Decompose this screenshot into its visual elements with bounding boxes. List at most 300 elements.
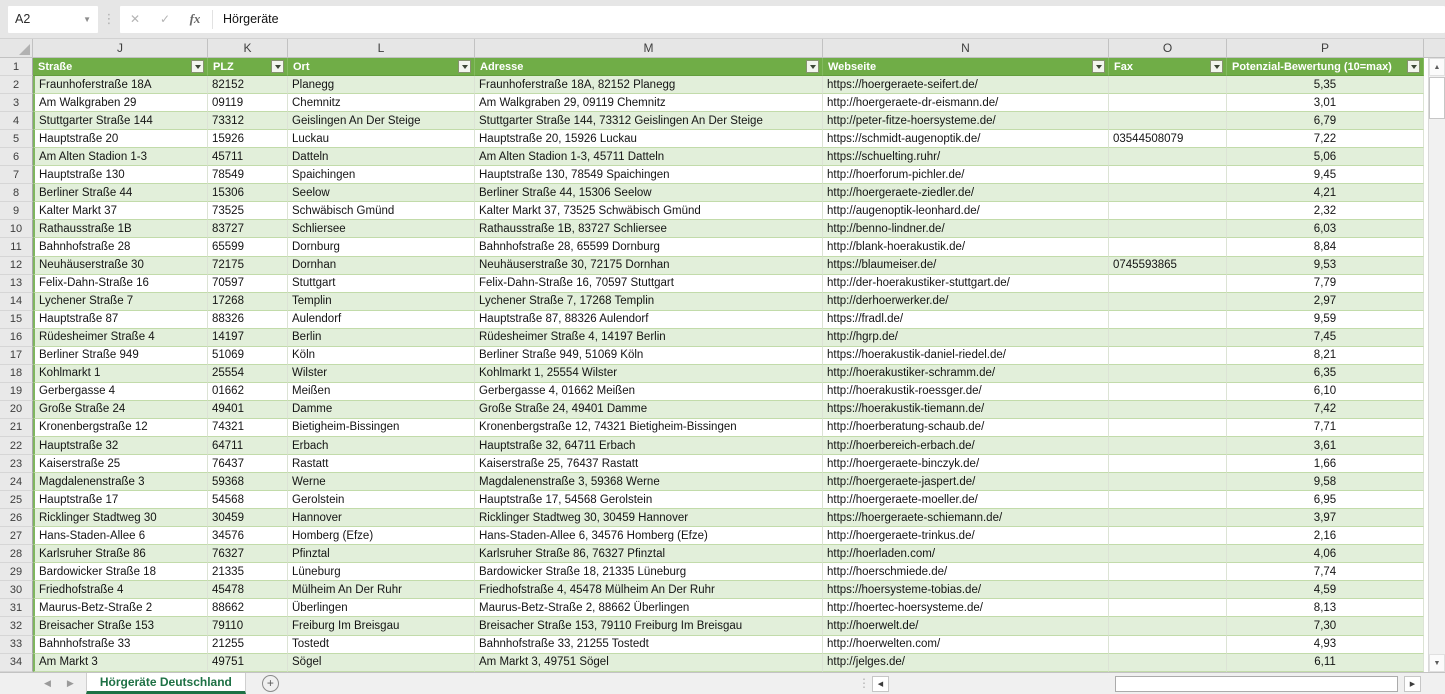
row-header-25[interactable]: 25	[0, 491, 33, 509]
accept-icon[interactable]: ✓	[159, 12, 171, 26]
cell[interactable]: 7,30	[1227, 617, 1424, 635]
row-header-26[interactable]: 26	[0, 509, 33, 527]
cell[interactable]: 45711	[208, 148, 288, 166]
cell[interactable]	[1109, 112, 1227, 130]
cell[interactable]: Rastatt	[288, 455, 475, 473]
cell[interactable]: Magdalenenstraße 3, 59368 Werne	[475, 473, 823, 491]
cell[interactable]	[1109, 636, 1227, 654]
cell[interactable]: 73525	[208, 202, 288, 220]
cell[interactable]: Bardowicker Straße 18	[33, 563, 208, 581]
cell[interactable]: Freiburg Im Breisgau	[288, 617, 475, 635]
cell[interactable]: 15306	[208, 184, 288, 202]
cell[interactable]: Bahnhofstraße 28, 65599 Dornburg	[475, 238, 823, 256]
row-header-11[interactable]: 11	[0, 238, 33, 256]
scroll-left-icon[interactable]: ◀	[872, 676, 889, 692]
cell[interactable]: http://hoerwelt.de/	[823, 617, 1109, 635]
cell[interactable]: 4,93	[1227, 636, 1424, 654]
cell[interactable]: Hauptstraße 17, 54568 Gerolstein	[475, 491, 823, 509]
cell[interactable]: https://blaumeiser.de/	[823, 257, 1109, 275]
cell[interactable]: 65599	[208, 238, 288, 256]
cell[interactable]: Am Alten Stadion 1-3, 45711 Datteln	[475, 148, 823, 166]
cell[interactable]: Berliner Straße 949	[33, 347, 208, 365]
cell[interactable]: https://hoersysteme-tobias.de/	[823, 581, 1109, 599]
cell[interactable]: 34576	[208, 527, 288, 545]
cell[interactable]	[1109, 581, 1227, 599]
cell[interactable]: https://hoergeraete-seifert.de/	[823, 76, 1109, 94]
row-header-32[interactable]: 32	[0, 617, 33, 635]
cell[interactable]	[1109, 365, 1227, 383]
cell[interactable]: 6,79	[1227, 112, 1424, 130]
cell[interactable]	[1109, 599, 1227, 617]
cell[interactable]: Gerbergasse 4	[33, 383, 208, 401]
row-header-28[interactable]: 28	[0, 545, 33, 563]
cell[interactable]: https://hoerakustik-daniel-riedel.de/	[823, 347, 1109, 365]
cell[interactable]: 6,10	[1227, 383, 1424, 401]
cell[interactable]: Am Alten Stadion 1-3	[33, 148, 208, 166]
cell[interactable]: 15926	[208, 130, 288, 148]
cell[interactable]: Bahnhofstraße 33, 21255 Tostedt	[475, 636, 823, 654]
row-header-29[interactable]: 29	[0, 563, 33, 581]
cell[interactable]: Neuhäuserstraße 30, 72175 Dornhan	[475, 257, 823, 275]
cell[interactable]	[1109, 473, 1227, 491]
vertical-scrollbar[interactable]	[1428, 58, 1445, 672]
cell[interactable]: Datteln	[288, 148, 475, 166]
cell[interactable]: http://hoerwelten.com/	[823, 636, 1109, 654]
cell[interactable]: Friedhofstraße 4, 45478 Mülheim An Der Ruhr	[475, 581, 823, 599]
cell[interactable]: 17268	[208, 293, 288, 311]
cell[interactable]: 25554	[208, 365, 288, 383]
cell[interactable]: 9,59	[1227, 311, 1424, 329]
cell[interactable]	[1109, 455, 1227, 473]
cell[interactable]: Hauptstraße 20, 15926 Luckau	[475, 130, 823, 148]
cell[interactable]	[1109, 238, 1227, 256]
cell[interactable]	[1109, 437, 1227, 455]
cell[interactable]: Spaichingen	[288, 166, 475, 184]
cell[interactable]: Gerbergasse 4, 01662 Meißen	[475, 383, 823, 401]
cell[interactable]	[1109, 275, 1227, 293]
cell[interactable]: Karlsruher Straße 86, 76327 Pfinztal	[475, 545, 823, 563]
cell[interactable]: 88662	[208, 599, 288, 617]
cell[interactable]: 30459	[208, 509, 288, 527]
cell[interactable]: 6,95	[1227, 491, 1424, 509]
cell[interactable]: Schwäbisch Gmünd	[288, 202, 475, 220]
row-header-23[interactable]: 23	[0, 455, 33, 473]
cell[interactable]: Kaiserstraße 25, 76437 Rastatt	[475, 455, 823, 473]
cell[interactable]	[1109, 401, 1227, 419]
cell[interactable]: Ricklinger Stadtweg 30, 30459 Hannover	[475, 509, 823, 527]
cell[interactable]: 7,42	[1227, 401, 1424, 419]
cell[interactable]: https://fradl.de/	[823, 311, 1109, 329]
cell[interactable]: Berliner Straße 44	[33, 184, 208, 202]
filter-dropdown-icon[interactable]	[458, 60, 471, 73]
cell[interactable]: Stuttgart	[288, 275, 475, 293]
column-header-P[interactable]: P	[1227, 39, 1424, 58]
column-header-L[interactable]: L	[288, 39, 475, 58]
cell[interactable]: Überlingen	[288, 599, 475, 617]
cell[interactable]: 9,53	[1227, 257, 1424, 275]
cell[interactable]	[1109, 293, 1227, 311]
cell[interactable]	[1109, 617, 1227, 635]
row-header-13[interactable]: 13	[0, 275, 33, 293]
cell[interactable]: Stuttgarter Straße 144	[33, 112, 208, 130]
cell[interactable]: 83727	[208, 220, 288, 238]
cell[interactable]: Wilster	[288, 365, 475, 383]
cell[interactable]: 49751	[208, 654, 288, 672]
row-header-21[interactable]: 21	[0, 419, 33, 437]
cell[interactable]	[1109, 491, 1227, 509]
cell[interactable]	[1109, 166, 1227, 184]
name-box-dropdown-icon[interactable]: ▼	[83, 14, 91, 24]
cell[interactable]	[1109, 329, 1227, 347]
horizontal-scrollbar[interactable]	[872, 676, 1421, 692]
row-header-5[interactable]: 5	[0, 130, 33, 148]
cell[interactable]: Aulendorf	[288, 311, 475, 329]
cell[interactable]: Breisacher Straße 153	[33, 617, 208, 635]
cell[interactable]: 79110	[208, 617, 288, 635]
cell[interactable]: 73312	[208, 112, 288, 130]
cell[interactable]: Berlin	[288, 329, 475, 347]
row-header-6[interactable]: 6	[0, 148, 33, 166]
cell[interactable]: Sögel	[288, 654, 475, 672]
row-header-24[interactable]: 24	[0, 473, 33, 491]
cell[interactable]: Dornburg	[288, 238, 475, 256]
scroll-right-icon[interactable]: ▶	[1404, 676, 1421, 692]
cell[interactable]: Schliersee	[288, 220, 475, 238]
row-header-1[interactable]: 1	[0, 58, 33, 76]
cell[interactable]	[1109, 563, 1227, 581]
cell[interactable]	[1109, 419, 1227, 437]
cell[interactable]: http://hoerberatung-schaub.de/	[823, 419, 1109, 437]
horizontal-scroll-track[interactable]	[889, 676, 1115, 692]
cell[interactable]: http://jelges.de/	[823, 654, 1109, 672]
row-header-18[interactable]: 18	[0, 365, 33, 383]
cell[interactable]: http://peter-fitze-hoersysteme.de/	[823, 112, 1109, 130]
tab-nav-right-icon[interactable]: ▶	[66, 678, 74, 688]
cell[interactable]: Hannover	[288, 509, 475, 527]
scroll-up-icon[interactable]: ▲	[1429, 58, 1445, 76]
cell[interactable]: 8,21	[1227, 347, 1424, 365]
cell[interactable]: Maurus-Betz-Straße 2	[33, 599, 208, 617]
cell[interactable]: Hans-Staden-Allee 6, 34576 Homberg (Efze)	[475, 527, 823, 545]
cell[interactable]: Erbach	[288, 437, 475, 455]
cell[interactable]: 1,66	[1227, 455, 1424, 473]
cell[interactable]: http://hoergeraete-trinkus.de/	[823, 527, 1109, 545]
filter-dropdown-icon[interactable]	[806, 60, 819, 73]
column-header-J[interactable]: J	[33, 39, 208, 58]
row-header-14[interactable]: 14	[0, 293, 33, 311]
cell[interactable]: 76327	[208, 545, 288, 563]
vertical-scroll-thumb[interactable]	[1429, 77, 1445, 119]
cell[interactable]: Kronenbergstraße 12	[33, 419, 208, 437]
cell[interactable]: Friedhofstraße 4	[33, 581, 208, 599]
cell[interactable]: Kaiserstraße 25	[33, 455, 208, 473]
cell[interactable]: 4,06	[1227, 545, 1424, 563]
cell[interactable]: Tostedt	[288, 636, 475, 654]
row-header-31[interactable]: 31	[0, 599, 33, 617]
cell[interactable]: http://hoergeraete-binczyk.de/	[823, 455, 1109, 473]
table-column-header[interactable]	[475, 58, 823, 76]
cell[interactable]: Werne	[288, 473, 475, 491]
cell[interactable]: 4,59	[1227, 581, 1424, 599]
horizontal-scroll-thumb[interactable]	[1115, 676, 1398, 692]
cell[interactable]: 74321	[208, 419, 288, 437]
formula-input[interactable]: Hörgeräte	[223, 12, 279, 26]
cell[interactable]: http://hoergeraete-jaspert.de/	[823, 473, 1109, 491]
cell[interactable]: http://hoerforum-pichler.de/	[823, 166, 1109, 184]
cell[interactable]: Lychener Straße 7	[33, 293, 208, 311]
cell[interactable]: 5,35	[1227, 76, 1424, 94]
cell[interactable]: 7,79	[1227, 275, 1424, 293]
cell[interactable]: Am Walkgraben 29	[33, 94, 208, 112]
cell[interactable]: Lychener Straße 7, 17268 Templin	[475, 293, 823, 311]
cell[interactable]: 21335	[208, 563, 288, 581]
cell[interactable]: https://hoerakustik-tiemann.de/	[823, 401, 1109, 419]
cell[interactable]: http://hoerladen.com/	[823, 545, 1109, 563]
scroll-down-icon[interactable]: ▼	[1429, 654, 1445, 672]
cell[interactable]: 21255	[208, 636, 288, 654]
row-header-3[interactable]: 3	[0, 94, 33, 112]
cell[interactable]	[1109, 184, 1227, 202]
cell[interactable]	[1109, 311, 1227, 329]
cell[interactable]: Hauptstraße 87, 88326 Aulendorf	[475, 311, 823, 329]
cell[interactable]: 7,74	[1227, 563, 1424, 581]
cell[interactable]	[1109, 527, 1227, 545]
cell[interactable]: 64711	[208, 437, 288, 455]
cell[interactable]: http://der-hoerakustiker-stuttgart.de/	[823, 275, 1109, 293]
cell[interactable]: http://hoerbereich-erbach.de/	[823, 437, 1109, 455]
cell[interactable]: Fraunhoferstraße 18A	[33, 76, 208, 94]
row-header-15[interactable]: 15	[0, 311, 33, 329]
table-column-header[interactable]	[1109, 58, 1227, 76]
cell[interactable]: Hauptstraße 32	[33, 437, 208, 455]
cell[interactable]: 78549	[208, 166, 288, 184]
row-header-27[interactable]: 27	[0, 527, 33, 545]
row-header-9[interactable]: 9	[0, 202, 33, 220]
cell[interactable]: Große Straße 24	[33, 401, 208, 419]
column-header-M[interactable]: M	[475, 39, 823, 58]
cell[interactable]: 5,06	[1227, 148, 1424, 166]
cell[interactable]: http://hoergeraete-ziedler.de/	[823, 184, 1109, 202]
row-header-17[interactable]: 17	[0, 347, 33, 365]
row-header-16[interactable]: 16	[0, 329, 33, 347]
cell[interactable]: http://hoerakustiker-schramm.de/	[823, 365, 1109, 383]
cell[interactable]: Felix-Dahn-Straße 16, 70597 Stuttgart	[475, 275, 823, 293]
column-header-O[interactable]: O	[1109, 39, 1227, 58]
cell[interactable]: Geislingen An Der Steige	[288, 112, 475, 130]
cell[interactable]	[1109, 220, 1227, 238]
cell[interactable]: 6,35	[1227, 365, 1424, 383]
cell[interactable]: Am Markt 3, 49751 Sögel	[475, 654, 823, 672]
tab-nav-left-icon[interactable]: ◀	[44, 678, 51, 688]
cell[interactable]: Bahnhofstraße 33	[33, 636, 208, 654]
cell[interactable]	[1109, 94, 1227, 112]
cell[interactable]: Mülheim An Der Ruhr	[288, 581, 475, 599]
cell[interactable]: Hauptstraße 32, 64711 Erbach	[475, 437, 823, 455]
cell[interactable]: http://hoergeraete-moeller.de/	[823, 491, 1109, 509]
row-header-33[interactable]: 33	[0, 636, 33, 654]
filter-dropdown-icon[interactable]	[1407, 60, 1420, 73]
cell[interactable]: Luckau	[288, 130, 475, 148]
cell[interactable]: Berliner Straße 44, 15306 Seelow	[475, 184, 823, 202]
cell[interactable]: 7,22	[1227, 130, 1424, 148]
table-column-header[interactable]	[208, 58, 288, 76]
cell[interactable]: Maurus-Betz-Straße 2, 88662 Überlingen	[475, 599, 823, 617]
cell[interactable]: Dornhan	[288, 257, 475, 275]
row-header-30[interactable]: 30	[0, 581, 33, 599]
cell[interactable]: https://schuelting.ruhr/	[823, 148, 1109, 166]
cell[interactable]: Bardowicker Straße 18, 21335 Lüneburg	[475, 563, 823, 581]
cell[interactable]: Hauptstraße 20	[33, 130, 208, 148]
row-header-12[interactable]: 12	[0, 257, 33, 275]
row-header-4[interactable]: 4	[0, 112, 33, 130]
cell[interactable]: Neuhäuserstraße 30	[33, 257, 208, 275]
cell[interactable]: Hauptstraße 87	[33, 311, 208, 329]
cell[interactable]: Rüdesheimer Straße 4, 14197 Berlin	[475, 329, 823, 347]
cell[interactable]: Chemnitz	[288, 94, 475, 112]
cell[interactable]: http://hgrp.de/	[823, 329, 1109, 347]
cell[interactable]: 76437	[208, 455, 288, 473]
cell[interactable]: 7,71	[1227, 419, 1424, 437]
filter-dropdown-icon[interactable]	[191, 60, 204, 73]
cell[interactable]: Rüdesheimer Straße 4	[33, 329, 208, 347]
cell[interactable]: 49401	[208, 401, 288, 419]
cell[interactable]: Magdalenenstraße 3	[33, 473, 208, 491]
cell[interactable]: Rathausstraße 1B	[33, 220, 208, 238]
cell[interactable]: 88326	[208, 311, 288, 329]
cell[interactable]: 59368	[208, 473, 288, 491]
cell[interactable]: 7,45	[1227, 329, 1424, 347]
cell[interactable]: Kohlmarkt 1	[33, 365, 208, 383]
cell[interactable]	[1109, 509, 1227, 527]
table-column-header[interactable]	[288, 58, 475, 76]
cell[interactable]: 14197	[208, 329, 288, 347]
cell[interactable]	[1109, 545, 1227, 563]
cell[interactable]: Seelow	[288, 184, 475, 202]
cell[interactable]: Rathausstraße 1B, 83727 Schliersee	[475, 220, 823, 238]
cell[interactable]: Berliner Straße 949, 51069 Köln	[475, 347, 823, 365]
cell[interactable]: 45478	[208, 581, 288, 599]
cell[interactable]: Fraunhoferstraße 18A, 82152 Planegg	[475, 76, 823, 94]
cell[interactable]: 4,21	[1227, 184, 1424, 202]
sheet-tab-hoergeraete-deutschland[interactable]	[86, 673, 246, 694]
cell[interactable]	[1109, 654, 1227, 672]
cell[interactable]: 9,45	[1227, 166, 1424, 184]
cell[interactable]: Pfinztal	[288, 545, 475, 563]
row-header-10[interactable]: 10	[0, 220, 33, 238]
cell[interactable]: https://hoergeraete-schiemann.de/	[823, 509, 1109, 527]
cell[interactable]: Gerolstein	[288, 491, 475, 509]
cell[interactable]: 8,84	[1227, 238, 1424, 256]
cell[interactable]: Templin	[288, 293, 475, 311]
cell[interactable]	[1109, 76, 1227, 94]
cell[interactable]: Damme	[288, 401, 475, 419]
cell[interactable]: 03544508079	[1109, 130, 1227, 148]
filter-dropdown-icon[interactable]	[271, 60, 284, 73]
cell[interactable]: http://hoergeraete-dr-eismann.de/	[823, 94, 1109, 112]
cell[interactable]: http://hoertec-hoersysteme.de/	[823, 599, 1109, 617]
cell[interactable]: 70597	[208, 275, 288, 293]
table-column-header[interactable]	[1227, 58, 1424, 76]
cell[interactable]: Hauptstraße 130	[33, 166, 208, 184]
cell[interactable]: 72175	[208, 257, 288, 275]
cell[interactable]: Planegg	[288, 76, 475, 94]
cell[interactable]: 54568	[208, 491, 288, 509]
cell[interactable]: 01662	[208, 383, 288, 401]
cell[interactable]: 09119	[208, 94, 288, 112]
cell[interactable]: Bahnhofstraße 28	[33, 238, 208, 256]
cell[interactable]	[1109, 202, 1227, 220]
cell[interactable]: 82152	[208, 76, 288, 94]
cell[interactable]: Am Walkgraben 29, 09119 Chemnitz	[475, 94, 823, 112]
cell[interactable]: 51069	[208, 347, 288, 365]
select-all-corner[interactable]	[0, 39, 33, 58]
cell[interactable]: 6,03	[1227, 220, 1424, 238]
table-column-header[interactable]	[33, 58, 208, 76]
name-box[interactable]	[8, 6, 98, 33]
cell[interactable]	[1109, 347, 1227, 365]
cell[interactable]: http://augenoptik-leonhard.de/	[823, 202, 1109, 220]
column-header-K[interactable]: K	[208, 39, 288, 58]
cell[interactable]: Kalter Markt 37, 73525 Schwäbisch Gmünd	[475, 202, 823, 220]
cell[interactable]: 0745593865	[1109, 257, 1227, 275]
cell[interactable]: Köln	[288, 347, 475, 365]
cell[interactable]: http://hoerschmiede.de/	[823, 563, 1109, 581]
cell[interactable]: Karlsruher Straße 86	[33, 545, 208, 563]
cell[interactable]: 2,32	[1227, 202, 1424, 220]
cell[interactable]: Felix-Dahn-Straße 16	[33, 275, 208, 293]
cell[interactable]	[1109, 148, 1227, 166]
cell[interactable]: Homberg (Efze)	[288, 527, 475, 545]
cell[interactable]: 3,61	[1227, 437, 1424, 455]
row-header-7[interactable]: 7	[0, 166, 33, 184]
cell[interactable]: Große Straße 24, 49401 Damme	[475, 401, 823, 419]
cell[interactable]: Kohlmarkt 1, 25554 Wilster	[475, 365, 823, 383]
cell[interactable]: 2,16	[1227, 527, 1424, 545]
cell[interactable]: Ricklinger Stadtweg 30	[33, 509, 208, 527]
cell[interactable]: 6,11	[1227, 654, 1424, 672]
filter-dropdown-icon[interactable]	[1092, 60, 1105, 73]
cell[interactable]: Bietigheim-Bissingen	[288, 419, 475, 437]
cell[interactable]	[1109, 383, 1227, 401]
cell[interactable]: Lüneburg	[288, 563, 475, 581]
cell[interactable]: 3,01	[1227, 94, 1424, 112]
table-column-header[interactable]	[823, 58, 1109, 76]
cell[interactable]: Kalter Markt 37	[33, 202, 208, 220]
row-header-8[interactable]: 8	[0, 184, 33, 202]
row-header-2[interactable]: 2	[0, 76, 33, 94]
cell[interactable]: Stuttgarter Straße 144, 73312 Geislingen An Der Steige	[475, 112, 823, 130]
row-header-19[interactable]: 19	[0, 383, 33, 401]
cell[interactable]: Breisacher Straße 153, 79110 Freiburg Im Breisgau	[475, 617, 823, 635]
cell[interactable]: Meißen	[288, 383, 475, 401]
cell[interactable]: 9,58	[1227, 473, 1424, 491]
row-header-34[interactable]: 34	[0, 654, 33, 672]
cancel-icon[interactable]: ✕	[129, 12, 141, 26]
cell[interactable]: Kronenbergstraße 12, 74321 Bietigheim-Bissingen	[475, 419, 823, 437]
column-header-N[interactable]: N	[823, 39, 1109, 58]
row-header-20[interactable]: 20	[0, 401, 33, 419]
insert-function-icon[interactable]: fx	[189, 11, 201, 26]
cell[interactable]: http://blank-hoerakustik.de/	[823, 238, 1109, 256]
cell[interactable]: https://schmidt-augenoptik.de/	[823, 130, 1109, 148]
cell[interactable]: Am Markt 3	[33, 654, 208, 672]
cell[interactable]: 2,97	[1227, 293, 1424, 311]
cell[interactable]: http://hoerakustik-roessger.de/	[823, 383, 1109, 401]
cell[interactable]: http://benno-lindner.de/	[823, 220, 1109, 238]
cell[interactable]: http://derhoerwerker.de/	[823, 293, 1109, 311]
cell[interactable]: 8,13	[1227, 599, 1424, 617]
cell[interactable]: Hauptstraße 130, 78549 Spaichingen	[475, 166, 823, 184]
